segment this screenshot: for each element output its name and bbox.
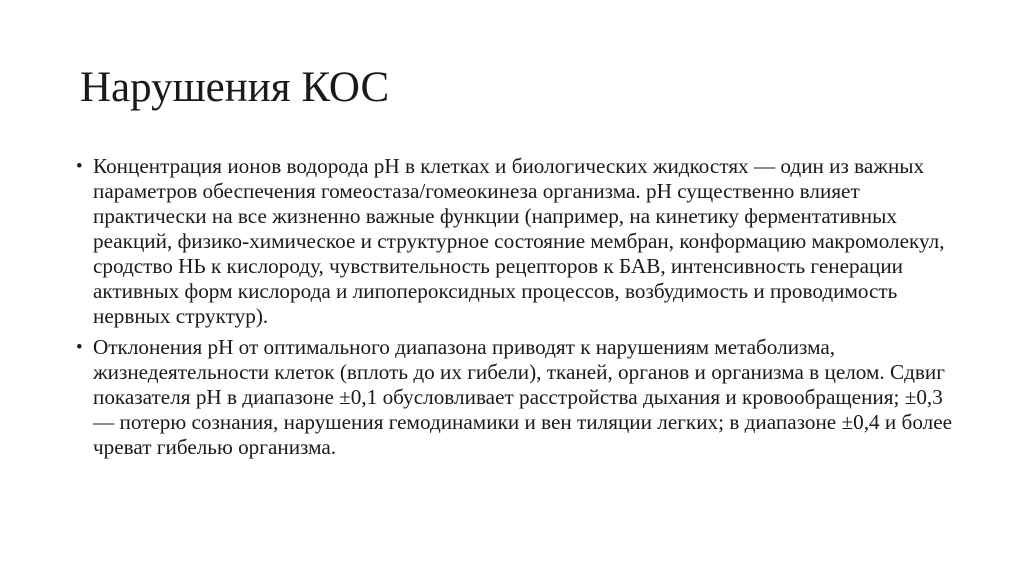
- bullet-icon: •: [76, 156, 83, 177]
- bullet-list: [74, 154, 954, 466]
- slide-title: Нарушения КОС: [80, 64, 390, 111]
- bullet-text: Концентрация ионов водорода рН в клетках и биологических жидкостях — один из важных параметров обеспечения гомеостаза/гомеокинеза организма. рН существенно влияет практически на все жизненно важные функции (например, на кинетику ферментативных реакций, физико-химическое и структурное состояние мембран, конформацию макромолекул, сродство НЬ к кислороду, чувствительность рецепторов к БАВ, интенсивность генерации активных форм кислорода и липопероксидных процессов, возбудимость и проводимость нервных структур).: [93, 154, 945, 328]
- bullet-item: [74, 154, 954, 329]
- bullet-text: Отклонения рН от оптимального диапазона приводят к нарушениям метаболизма, жизнедеятельности клеток (вплоть до их гибели), тканей, органов и организма в целом. Сдвиг показателя рН в диапазоне ±0,1 обусловливает расстройства дыхания и кровообращения; ±0,3 — потерю сознания, нарушения гемодинамики и вен тиляции легких; в диапазоне ±0,4 и более чреват гибелью организма.: [93, 335, 953, 459]
- bullet-icon: •: [76, 337, 83, 358]
- bullet-item: [74, 335, 954, 460]
